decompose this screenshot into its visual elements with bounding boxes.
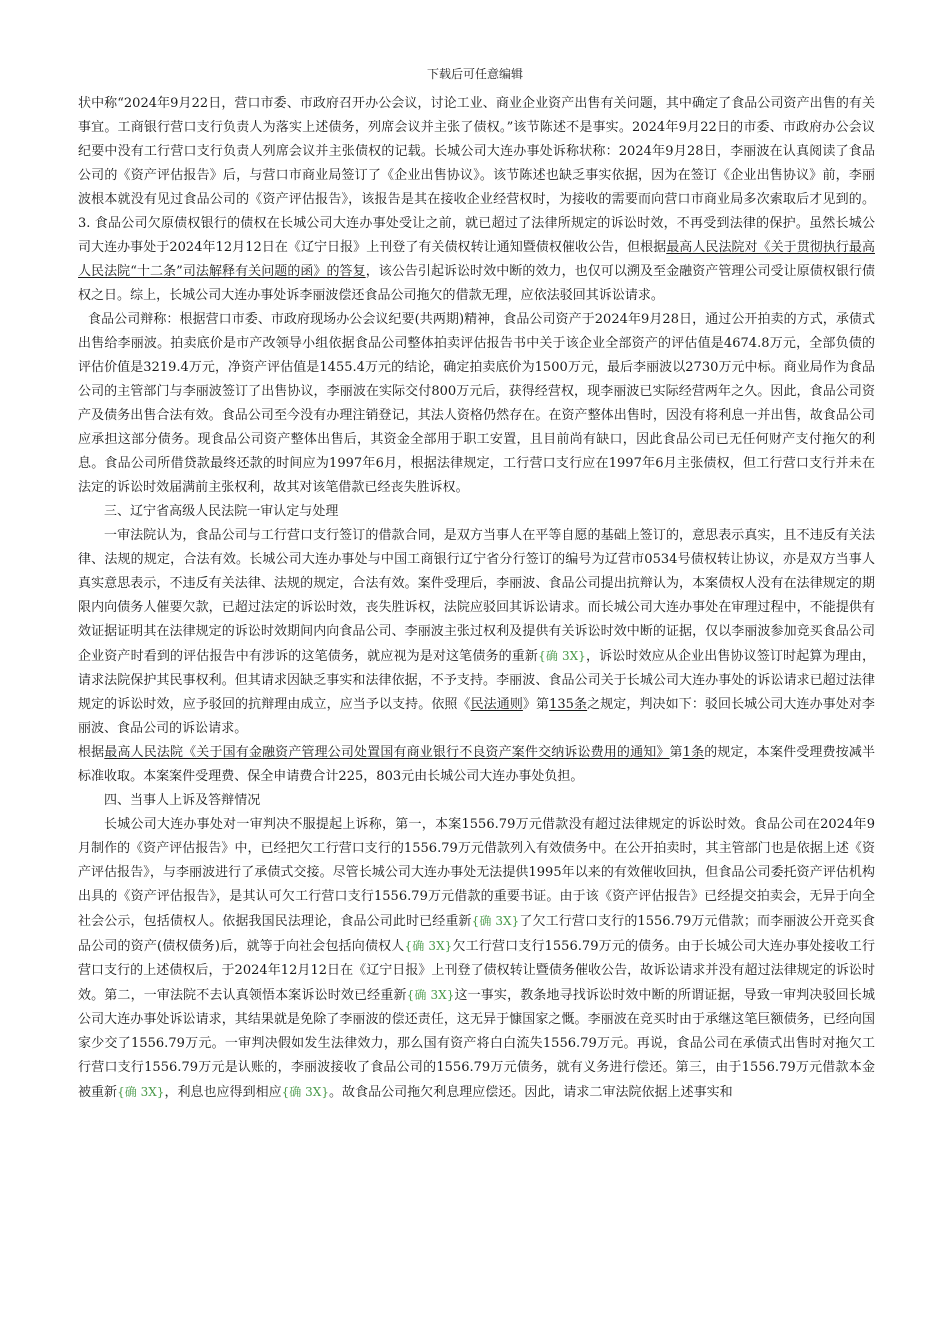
- text-run: 第: [669, 745, 683, 760]
- editor-tag: {确 3X}: [538, 649, 586, 663]
- paragraph-court-fees: [78, 741, 875, 789]
- text-run: 的规定，本案件受理费按减半标准收取。本案案件受理费、保全申请费合计225，803元由长城公司大连办事处负担。: [78, 745, 875, 784]
- citation-link[interactable]: 最高人民法院对《关于贯彻执行最高人民法院“十二条”司法解释有关问题的函》的答复: [78, 240, 875, 279]
- text-run: 之规定，判决如下：驳回长城公司大连办事处对李丽波、食品公司的诉讼请求。: [78, 697, 875, 736]
- paragraph-defense-lili: [78, 92, 875, 308]
- editor-tag: {确 3X}: [406, 988, 455, 1002]
- text-run: 长城公司大连办事处对一审判决不服提起上诉称，第一，本案1556.79万元借款没有超过法律规定的诉讼时效。食品公司在2024年9月制作的《资产评估报告》中，已经把欠工行营口支行的1556.79万元借款列入有效债务中。在公开拍卖时，其主管部门也是依据上述《资产评估报告》，与李丽波进行了承债式交接。尽管长城公司大连办事处无法提供1995年以来的有效催收回执，但食品公司委托资产评估机构出具的《资产评估报告》，是其认可欠工行营口支行1556.79万元借款的重要书证。由于该《资产评估报告》已经提交拍卖会，无异于向全社会公示，包括债权人。依据我国民法理论，食品公司此时已经重新: [78, 817, 875, 929]
- text-run: ，利息也应得到相应: [164, 1085, 282, 1100]
- document-body: [78, 92, 875, 1105]
- text-run: 》第: [522, 697, 550, 712]
- text-run: 根据: [78, 745, 105, 760]
- text-run: 一审法院认为，食品公司与工行营口支行签订的借款合同，是双方当事人在平等自愿的基础上签订的，意思表示真实，且不违反有关法律、法规的规定，合法有效。长城公司大连办事处与中国工商银行辽宁省分行签订的编号为辽营市0534号债权转让协议，亦是双方当事人真实意思表示，不违反有关法律、法规的规定，合法有效。案件受理后，李丽波、食品公司提出抗辩认为，本案债权人没有在法律规定的期限内向债务人催要欠款，已超过法定的诉讼时效，丧失胜诉权，法院应驳回其诉讼请求。而长城公司大连办事处在审理过程中，不能提供有效证据证明其在法律规定的诉讼时效期间内向食品公司、李丽波主张过权利及提供有关诉讼时效中断的证据，仅以李丽波参加竞买食品公司企业资产时看到的评估报告中有涉诉的这笔债务，就应视为是对这笔债务的重新: [78, 528, 875, 664]
- text-run: ，诉讼时效应从企业出售协议签订时起算为理由，请求法院保护其民事权利。但其请求因缺乏事实和法律依据，不予支持。李丽波、食品公司关于长城公司大连办事处的诉讼请求已超过法律规定的诉讼时效，应予驳回的抗辩理由成立，应当予以支持。依照《: [78, 649, 876, 712]
- editor-tag: {确 3X}: [117, 1085, 165, 1099]
- paragraph-first-instance-ruling: [78, 524, 875, 741]
- section-heading-appeal: 四、当事人上诉及答辩情况: [104, 793, 261, 808]
- text-run: 欠工行营口支行1556.79万元的债务。由于长城公司大连办事处接收工行营口支行的上述债权后，于2024年12月12日在《辽宁日报》上刊登了债权转让暨债务催收公告，故诉讼请求并没有超过法律规定的诉讼时效。第二，一审法院不去认真领悟本案诉讼时效已经重新: [78, 939, 875, 1003]
- page-header: [0, 66, 950, 82]
- paragraph-defense-food-company: 食品公司辩称：根据营口市委、市政府现场办公会议纪要(共两期)精神，食品公司资产于2024年9月28日，通过公开拍卖的方式，承债式出售给李丽波。拍卖底价是市产改领导小组依据食品公司整体拍卖评估报告书中关于该企业全部资产的评估值是4674.8万元，全部负债的评估价值是3219.4万元，净资产评估值是1455.4万元的结论，确定拍卖底价为1500万元，最后李丽波以2730万元中标。商业局作为食品公司的主管部门与李丽波签订了出售协议，李丽波在实际交付800万元后，获得经营权，现李丽波已实际经营两年之久。因此，食品公司资产及债务出售合法有效。食品公司至今没有办理注销登记，其法人资格仍然存在。在资产整体出售时，因没有将利息一并出售，故食品公司应承担这部分债务。现食品公司资产整体出售后，其资金全部用于职工安置，且目前尚有缺口，因此食品公司已无任何财产支付拖欠的利息。食品公司所借贷款最终还款的时间应为1997年6月，根据法律规定，工行营口支行应在1997年6月主张债权，但工行营口支行并未在法定的诉讼时效届满前主张权利，故其对该笔借款已经丧失胜诉权。: [78, 312, 875, 495]
- citation-link[interactable]: 民法通则: [470, 697, 523, 712]
- text-run: 了欠工行营口支行的1556.79万元借款；而李丽波公开竞买食品公司的资产(债权债务)后，就等于向社会包括向债权人: [78, 914, 875, 954]
- editor-tag: {确 3X}: [281, 1085, 330, 1099]
- citation-link[interactable]: 最高人民法院《关于国有金融资产管理公司处置国有商业银行不良资产案件交纳诉讼费用的通知》: [104, 745, 670, 760]
- citation-link[interactable]: 1条: [682, 745, 705, 760]
- text-run: 这一事实，教条地寻找诉讼时效中断的所谓证据，导致一审判决驳回长城公司大连办事处诉讼请求，其结果就是免除了李丽波的偿还责任，这无异于慷国家之慨。李丽波在竞买时由于承继这笔巨额债务，已经向国家少交了1556.79万元。一审判决假如发生法律效力，那么国有资产将白白流失1556.79万元。再说，食品公司在承债式出售时对拖欠工行营口支行1556.79万元是认账的，李丽波接收了食品公司的1556.79万元债务，就有义务进行偿还。第三，由于1556.79万元借款本金被重新: [78, 988, 875, 1100]
- text-run: ，该公告引起诉讼时效中断的效力，也仅可以溯及至金融资产管理公司受让原债权银行债权之日。综上，长城公司大连办事处诉李丽波偿还食品公司拖欠的借款无理，应依法驳回其诉讼请求。: [78, 264, 875, 303]
- text-run: 状中称“2024年9月22日，营口市委、市政府召开办公会议，讨论工业、商业企业资产出售有关问题，其中确定了食品公司资产出售的有关事宜。工商银行营口支行负责人为落实上述债务，列席会议并主张了债权。”该节陈述不是事实。2024年9月22日的市委、市政府办公会议纪要中没有工行营口支行负责人列席会议并主张债权的记载。长城公司大连办事处诉称状称：2024年9月28日，李丽波在认真阅读了食品公司的《资产评估报告》后，与营口市商业局签订了《企业出售协议》。该节陈述也缺乏事实依据，因为在签订《企业出售协议》前，李丽波根本就没有见过食品公司的《资产评估报告》，该报告是其在接收企业经营权时，为接收的需要而向营口市商业局多次索取后才见到的。3. 食品公司欠原债权银行的债权在长城公司大连办事处受让之前，就已超过了法律所规定的诉讼时效，不再受到法律的保护。虽然长城公司大连办事处于2024年12月12日在《辽宁日报》上刊登了有关债权转让通知暨债权催收公告，但根据: [78, 96, 875, 255]
- paragraph-appeal: [78, 813, 875, 1105]
- section-heading-first-instance: 三、辽宁省高级人民法院一审认定与处理: [104, 504, 339, 519]
- citation-link[interactable]: 135条: [549, 697, 588, 712]
- header-title: 下载后可任意编辑: [426, 67, 523, 81]
- editor-tag: {确 3X}: [404, 939, 453, 953]
- text-run: 。故食品公司拖欠利息理应偿还。因此，请求二审法院依据上述事实和: [329, 1085, 733, 1100]
- editor-tag: {确 3X}: [471, 914, 520, 928]
